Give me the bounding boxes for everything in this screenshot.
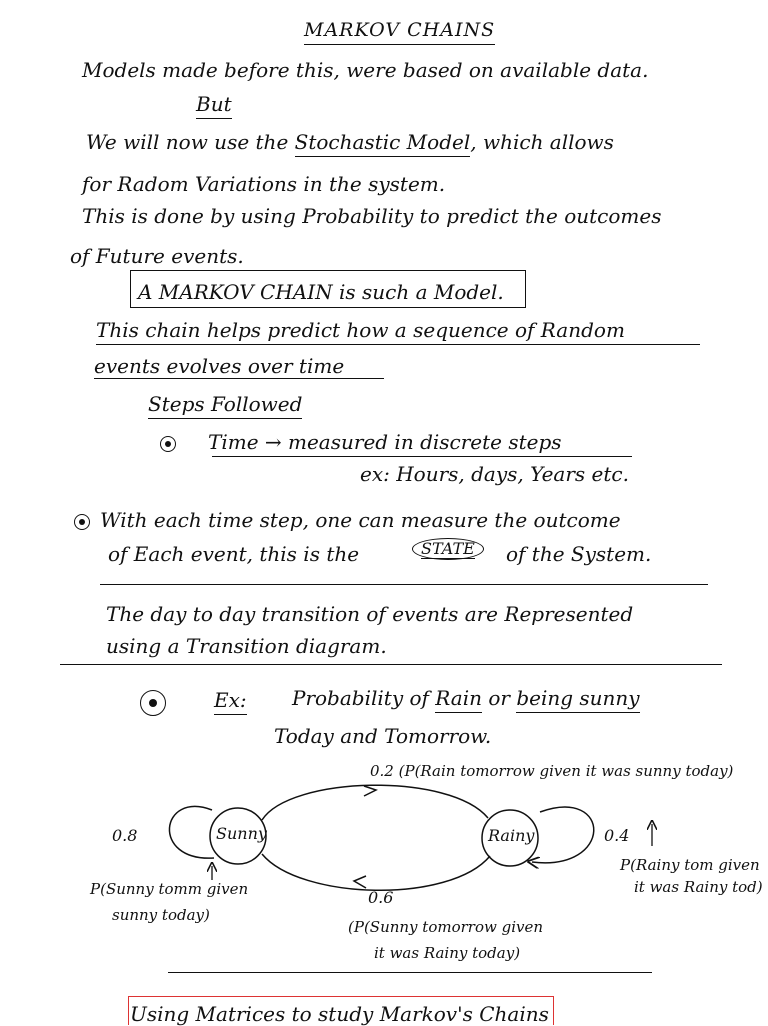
step-2-line-1: With each time step, one can measure the outcome	[100, 508, 621, 532]
intro-line-1: Models made before this, were based on available data.	[82, 58, 649, 82]
example-line-2: Today and Tomorrow.	[274, 724, 492, 748]
chain-desc-line-2: events evolves over time	[94, 354, 345, 378]
example-line-1-start: Probability of	[292, 686, 429, 710]
being-sunny-term: being sunny	[516, 686, 639, 713]
intro-but: But	[196, 92, 232, 119]
sunny-self-loop	[169, 806, 214, 858]
top-arrow-head	[364, 786, 376, 796]
rainy-self-prob: 0.4	[604, 826, 630, 845]
state-term: STATE	[421, 539, 475, 558]
chain-desc-line-1: This chain helps predict how a sequence of Random	[96, 318, 625, 342]
top-transition-note: 0.2 (P(Rain tomorrow given it was sunny today)	[370, 762, 734, 780]
step-1: Time → measured in discrete steps	[208, 430, 562, 454]
step-2-line-2-start: of Each event, this is the	[108, 542, 360, 566]
page-title: MARKOV CHAINS	[304, 18, 495, 45]
sunny-node-label: Sunny	[216, 824, 267, 843]
example-label: Ex:	[214, 688, 247, 715]
step-1-example: ex: Hours, days, Years etc.	[360, 462, 629, 486]
stochastic-model-term: Stochastic Model	[295, 130, 471, 157]
intro-line-5: of Future events.	[70, 244, 244, 268]
intro-line-4: This is done by using Probability to predict the outcomes	[82, 204, 662, 228]
intro-line-2-end: , which allows	[470, 130, 614, 154]
sunny-note-line-2: sunny today)	[112, 906, 210, 924]
matrices-heading: Using Matrices to study Markov's Chains	[130, 1002, 549, 1026]
rainy-self-loop	[532, 807, 594, 863]
sunny-self-prob: 0.8	[112, 826, 138, 845]
or-word: or	[488, 686, 510, 710]
transition-line-2: using a Transition diagram.	[106, 634, 387, 658]
markov-chain-definition: A MARKOV CHAIN is such a Model.	[138, 280, 504, 304]
section-divider	[168, 972, 652, 973]
rain-term: Rain	[435, 686, 482, 713]
step-2-line-2-end: of the System.	[506, 542, 652, 566]
transition-line-1: The day to day transition of events are Represented	[106, 602, 634, 626]
bottom-note-line-1: (P(Sunny tomorrow given	[348, 918, 543, 936]
rainy-to-sunny-arrow	[262, 854, 490, 890]
bottom-arrow-head	[354, 876, 366, 888]
intro-line-3: for Radom Variations in the system.	[82, 172, 446, 196]
intro-line-2-start: We will now use the	[86, 130, 289, 154]
sunny-note-line-1: P(Sunny tomm given	[90, 880, 249, 898]
bottom-transition-prob: 0.6	[368, 888, 394, 907]
rainy-note-line-2: it was Rainy tod)	[634, 878, 763, 896]
steps-heading: Steps Followed	[148, 392, 302, 419]
rainy-note-line-1: P(Rainy tom given	[620, 856, 760, 874]
rainy-node-label: Rainy	[488, 826, 535, 845]
bottom-note-line-2: it was Rainy today)	[374, 944, 521, 962]
